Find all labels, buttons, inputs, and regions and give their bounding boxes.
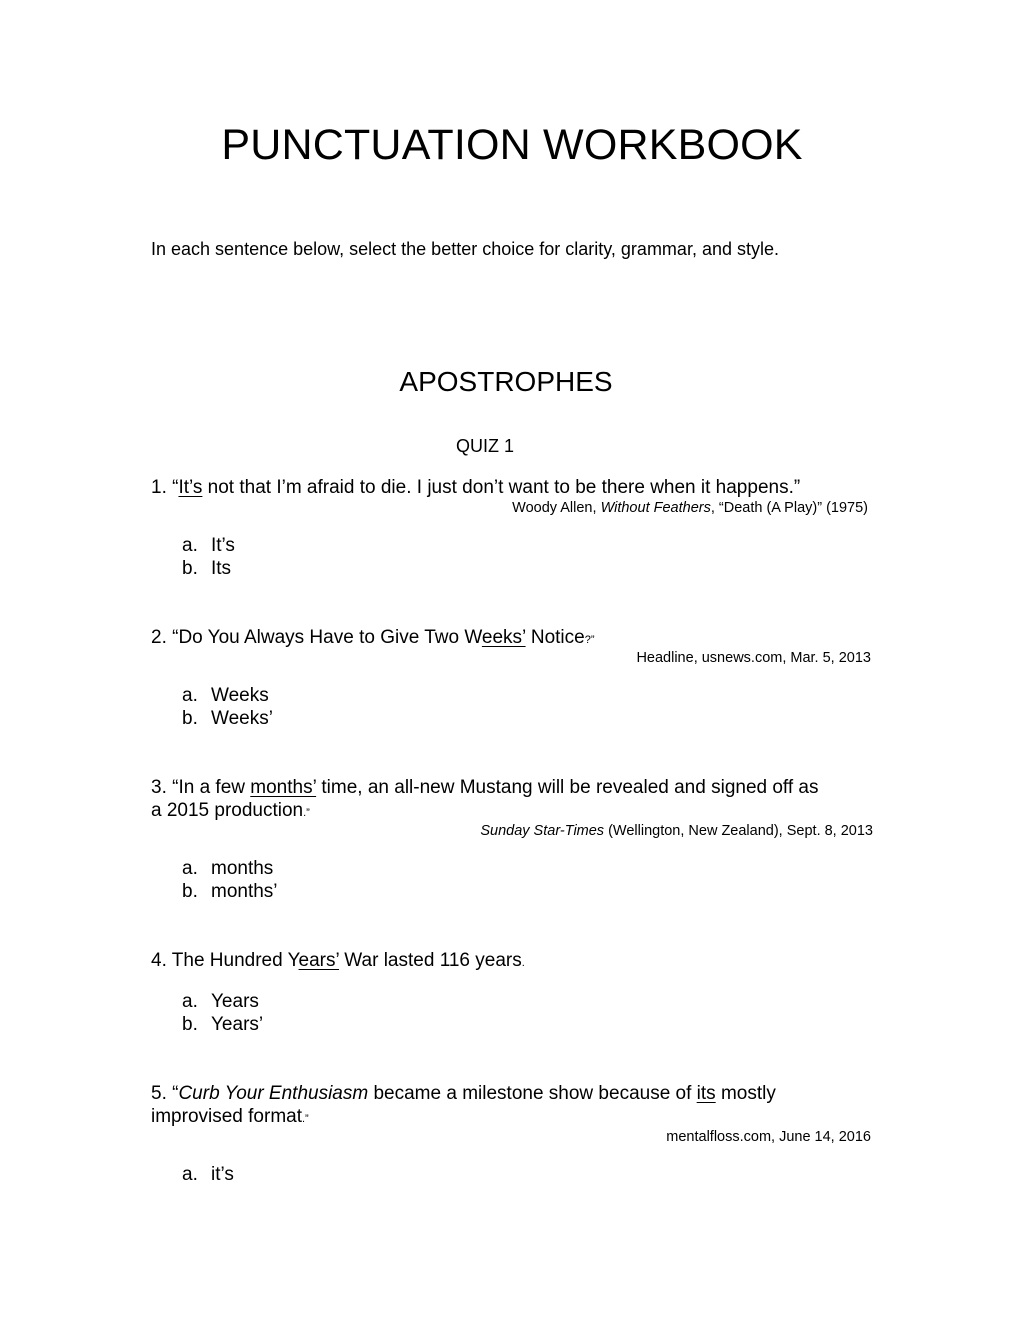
question-3-underlined: months’: [250, 777, 317, 798]
question-5-underlined: its: [696, 1083, 716, 1104]
question-1-option-b[interactable]: b. Its: [182, 558, 232, 579]
question-2-option-b[interactable]: b. Weeks’: [182, 708, 273, 729]
question-3-option-a[interactable]: a. months: [182, 858, 274, 879]
question-1-text: 1. “It’s not that I’m afraid to die. I just don’t want to be there when it happens.”: [151, 477, 801, 498]
question-5-text-line2: improvised format.”: [151, 1106, 309, 1127]
question-2-text: 2. “Do You Always Have to Give Two Weeks’ Notice?”: [151, 627, 595, 648]
question-3-text: 3. “In a few months’ time, an all-new Mustang will be revealed and signed off as: [151, 777, 819, 798]
quiz-heading: QUIZ 1: [455, 436, 514, 456]
page-title: PUNCTUATION WORKBOOK: [221, 121, 803, 169]
question-3-option-b[interactable]: b. months’: [182, 881, 278, 902]
question-2-underlined: eeks’: [481, 627, 526, 648]
question-4-underlined: ears’: [298, 950, 340, 971]
question-1-citation: Woody Allen, Without Feathers, “Death (A Play)” (1975): [512, 500, 868, 516]
question-3-citation: Sunday Star-Times (Wellington, New Zealand), Sept. 8, 2013: [480, 823, 873, 839]
question-5-text: 5. “Curb Your Enthusiasm became a milestone show because of its mostly: [151, 1083, 776, 1104]
question-5-option-a[interactable]: a. it’s: [182, 1164, 234, 1185]
question-4-option-a[interactable]: a. Years: [182, 991, 259, 1012]
question-2-citation: Headline, usnews.com, Mar. 5, 2013: [636, 650, 871, 666]
question-1-option-a[interactable]: a. It’s: [182, 535, 235, 556]
section-heading: APOSTROPHES: [399, 366, 613, 397]
instructions: In each sentence below, select the better choice for clarity, grammar, and style.: [151, 239, 779, 259]
question-5-citation: mentalfloss.com, June 14, 2016: [666, 1129, 871, 1145]
question-4-option-b[interactable]: b. Years’: [182, 1014, 264, 1035]
question-2-option-a[interactable]: a. Weeks: [182, 685, 269, 706]
question-1-underlined: It’s: [178, 477, 203, 498]
question-3-text-line2: a 2015 production.”: [151, 800, 310, 821]
question-4-text: 4. The Hundred Years’ War lasted 116 years.: [151, 950, 525, 971]
